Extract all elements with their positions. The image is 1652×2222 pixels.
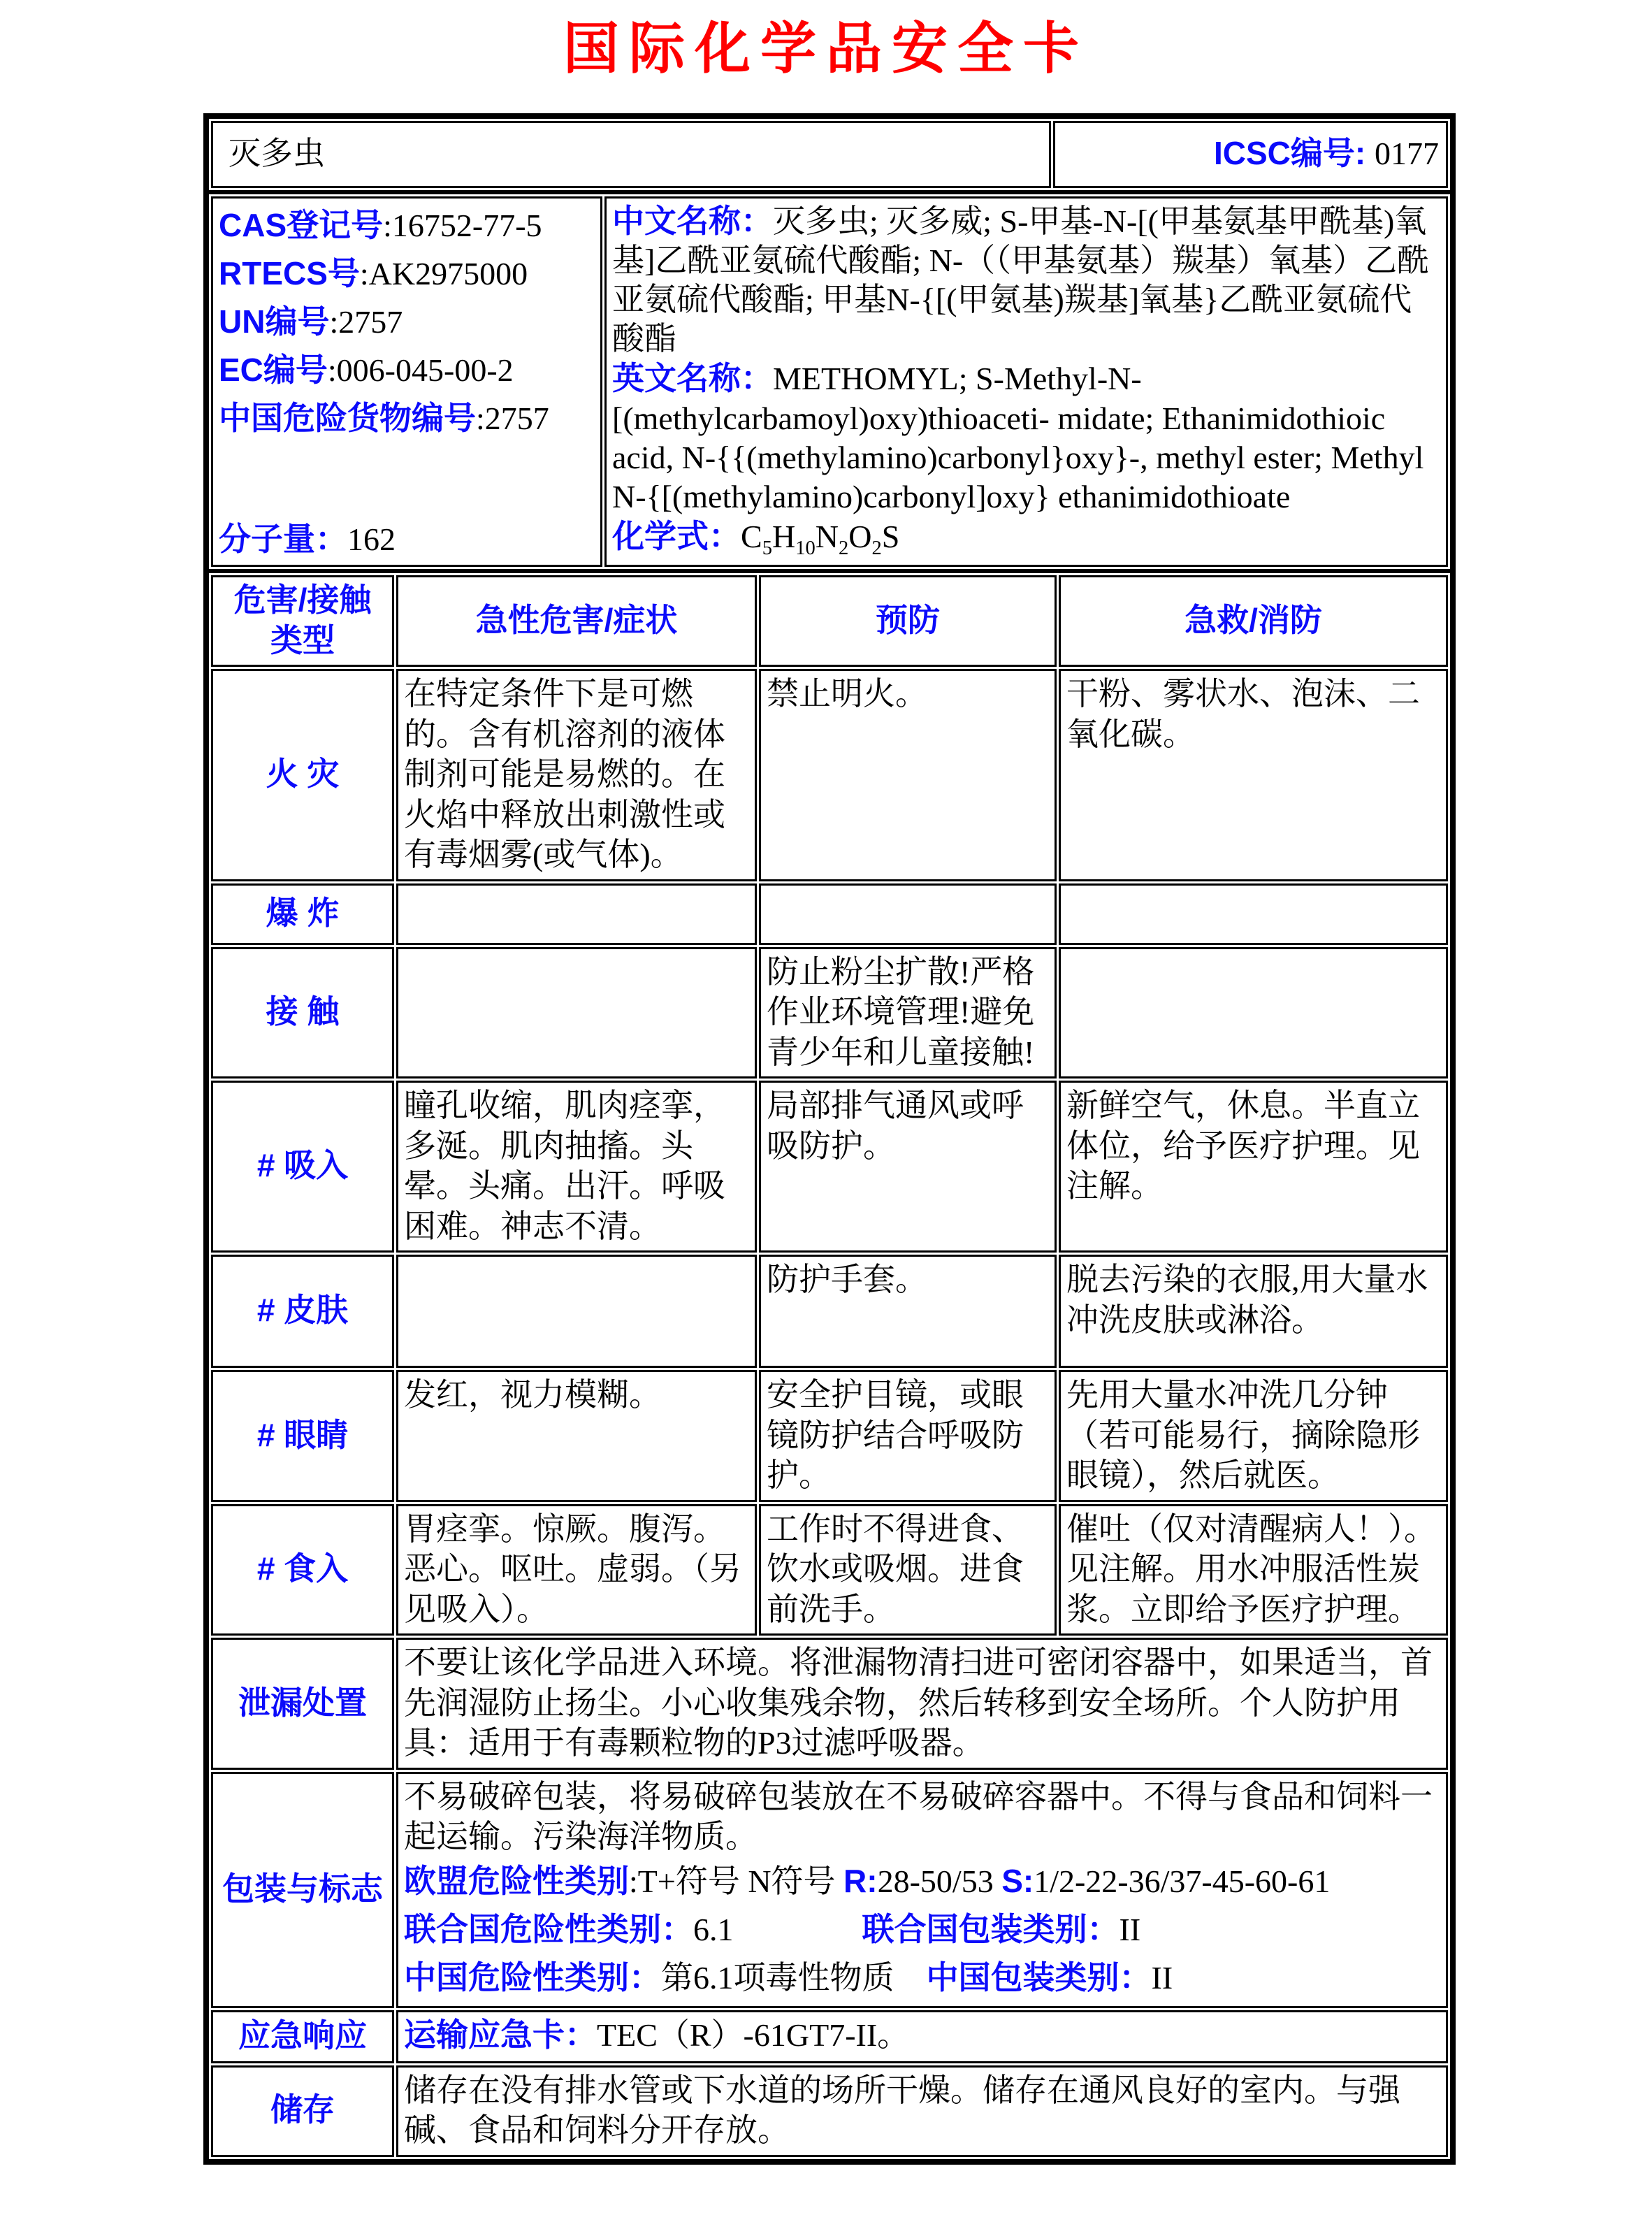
row-fire-firstaid: 干粉、雾状水、泡沫、二氧化碳。 [1059,669,1448,881]
packaging-text: 不易破碎包装，将易破碎包装放在不易破碎容器中。不得与食品和饲料一起运输。污染海洋物质。 [404,1778,1433,1854]
name-table [207,117,1452,192]
packaging-eu-class: 欧盟危险性类别:T+符号 N符号 R:28-50/53 S:1/2-22-36/37-45-60-61 [404,1862,1331,1899]
chemical-formula: 化学式：$C_5H_{10}N_2O_2S$ [612,517,900,560]
row-eyes-label: # 眼睛 [211,1370,394,1502]
row-fire [211,669,1448,881]
row-skin [211,1255,1448,1368]
row-spill-text: 不要让该化学品进入环境。将泄漏物清扫进可密闭容器中，如果适当，首先润湿防止扬尘。小心收集残余物，然后转移到安全场所。个人防护用具：适用于有毒颗粒物的P3过滤呼吸器。 [396,1638,1448,1770]
hazards-table [207,571,1452,2161]
header-prevention: 预防 [759,575,1057,667]
header-row [211,575,1448,667]
identifiers-cell [211,196,602,567]
header-hazard-type: 危害/接触类型 [211,575,394,667]
row-emergency-text: 运输应急卡：TEC（R）-61GT7-II。 [396,2010,1448,2063]
row-emergency-label: 应急响应 [211,2010,394,2063]
row-ingestion [211,1504,1448,1636]
row-eyes [211,1370,1448,1502]
english-name: 英文名称：METHOMYL; S-Methyl-N-[(methylcarbamoyl)oxy)thioaceti- midate; Ethanimidothioic acid, N-{{(methylamino)carbonyl}oxy}-, methyl ester; Methyl N-{[(methylamino)carbonyl]oxy} ethanimidothioate [612,360,1424,514]
row-fire-label: 火 灾 [211,669,394,881]
row-spill-label: 泄漏处置 [211,1638,394,1770]
molecular-weight: 分子量：162 [219,521,396,558]
row-ingestion-symptoms: 胃痉挛。惊厥。腹泻。恶心。呕吐。虚弱。（另见吸入）。 [396,1504,757,1636]
row-inhalation [211,1081,1448,1253]
row-ingestion-label: # 食入 [211,1504,394,1636]
id-ec: EC编号:006-045-00-2 [219,352,514,389]
name-row [211,121,1448,188]
row-skin-prevention: 防护手套。 [759,1255,1057,1368]
header-firstaid: 急救/消防 [1059,575,1448,667]
id-cas: CAS登记号:16752-77-5 [219,207,542,243]
packaging-un-class: 联合国危险性类别：6.1 联合国包装类别：II [404,1910,1141,1947]
packaging-cn-class: 中国危险性类别：第6.1项毒性物质 中国包装类别：II [404,1958,1173,1996]
safety-card [203,113,1456,2165]
id-china-dg: 中国危险货物编号:2757 [219,400,549,437]
row-skin-label: # 皮肤 [211,1255,394,1368]
row-storage [211,2065,1448,2157]
row-packaging-cell [396,1772,1448,2008]
row-eyes-prevention: 安全护目镜，或眼镜防护结合呼吸防护。 [759,1370,1057,1502]
row-ingestion-prevention: 工作时不得进食、饮水或吸烟。进食前洗手。 [759,1504,1057,1636]
id-un: UN编号:2757 [219,303,403,340]
row-fire-symptoms: 在特定条件下是可燃的。含有机溶剂的液体制剂可能是易燃的。在火焰中释放出刺激性或有毒烟雾(或气体)。 [396,669,757,881]
row-emergency [211,2010,1448,2063]
row-inhalation-label: # 吸入 [211,1081,394,1253]
row-inhalation-prevention: 局部排气通风或呼吸防护。 [759,1081,1057,1253]
row-exposure-firstaid [1059,947,1448,1079]
row-explosion-prevention [759,883,1057,945]
names-cell [604,196,1448,567]
identifiers-table [207,192,1452,571]
row-fire-prevention: 禁止明火。 [759,669,1057,881]
row-storage-label: 储存 [211,2065,394,2157]
row-explosion-firstaid [1059,883,1448,945]
row-packaging [211,1772,1448,2008]
chemical-name: 灭多虫 [211,121,1051,188]
row-exposure-label: 接 触 [211,947,394,1079]
row-inhalation-firstaid: 新鲜空气，休息。半直立体位，给予医疗护理。见注解。 [1059,1081,1448,1253]
row-skin-symptoms [396,1255,757,1368]
icsc-number: ICSC编号: 0177 [1053,121,1448,188]
row-exposure-prevention: 防止粉尘扩散!严格作业环境管理!避免青少年和儿童接触! [759,947,1057,1079]
row-inhalation-symptoms: 瞳孔收缩，肌肉痉挛，多涎。肌肉抽搐。头晕。头痛。出汗。呼吸困难。神志不清。 [396,1081,757,1253]
row-storage-text: 储存在没有排水管或下水道的场所干燥。储存在通风良好的室内。与强碱、食品和饲料分开存放。 [396,2065,1448,2157]
row-eyes-firstaid: 先用大量水冲洗几分钟（若可能易行，摘除隐形眼镜），然后就医。 [1059,1370,1448,1502]
identifiers-row [211,196,1448,567]
chinese-name: 中文名称：灭多虫; 灭多威; S-甲基-N-[(甲基氨基甲酰基)氧基]乙酰亚氨硫代酸酯; N-（（甲基氨基）羰基）氧基）乙酰亚氨硫代酸酯; 甲基N-{[(甲氨基)羰基]氧基}乙酰亚氨硫代酸酯 [612,203,1430,357]
row-skin-firstaid: 脱去污染的衣服,用大量水冲洗皮肤或淋浴。 [1059,1255,1448,1368]
row-spill [211,1638,1448,1770]
row-explosion [211,883,1448,945]
header-symptoms: 急性危害/症状 [396,575,757,667]
id-rtecs: RTECS号:AK2975000 [219,255,528,292]
row-explosion-symptoms [396,883,757,945]
row-exposure-symptoms [396,947,757,1079]
row-packaging-label: 包装与标志 [211,1772,394,2008]
row-ingestion-firstaid: 催吐（仅对清醒病人！）。见注解。用水冲服活性炭浆。立即给予医疗护理。 [1059,1504,1448,1636]
row-explosion-label: 爆 炸 [211,883,394,945]
page-title: 国际化学品安全卡 [563,17,1089,80]
row-exposure [211,947,1448,1079]
row-eyes-symptoms: 发红，视力模糊。 [396,1370,757,1502]
